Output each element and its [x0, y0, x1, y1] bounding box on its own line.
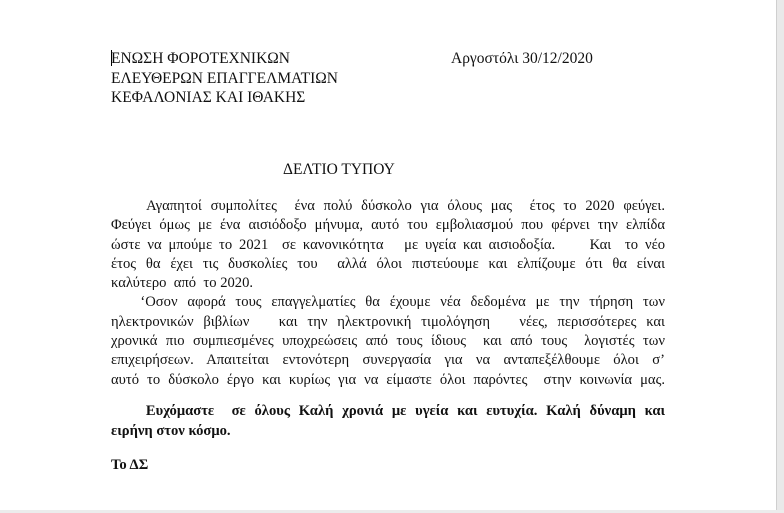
org-line-1: ΕΝΩΣΗ ΦΟΡΟΤΕΧΝΙΚΩΝ	[111, 50, 290, 67]
text-line: ειρήνη στον κόσμο.	[111, 423, 231, 439]
text-line: έτος θα έχει τις δυσκολίες του αλλά όλοι πιστεύουμε και ελπίζουμε ότι θα είναι	[111, 255, 665, 272]
text-line: Αγαπητοί συμπολίτες ένα πολύ δύσκολο για όλους μας έτος το 2020 φεύγει.	[111, 198, 665, 214]
org-line-3: ΚΕΦΑΛΟΝΙΑΣ ΚΑΙ ΙΘΑΚΗΣ	[111, 89, 306, 106]
document-body	[111, 197, 665, 390]
text-line: Ευχόμαστε σε όλους Καλή χρονιά με υγεία και ευτυχία. Καλή δύναμη και	[111, 403, 665, 419]
text-line: επιχειρήσεων. Απαιτείται εντονότερη συνεργασία για να ανταπεξέλθουμε όλοι σ’	[111, 352, 665, 369]
document-date: Αργοστόλι 30/12/2020	[451, 50, 593, 67]
org-line-2: ΕΛΕΥΘΕΡΩΝ ΕΠΑΓΓΕΛΜΑΤΙΩΝ	[111, 69, 338, 87]
paragraph-2	[111, 293, 665, 389]
document-title: ΔΕΛΤΙΟ ΤΥΠΟΥ	[283, 161, 395, 178]
text-line: Φεύγει όμως με ένα αισιόδοξο μήνυμα, αυτό του εμβολιασμού που φέρνει την ελπίδα	[111, 217, 665, 234]
text-line: χρονικά πιο συμπιεσμένες υποχρεώσεις από τους ίδιους και από τους λογιστές των	[111, 333, 665, 350]
signature: Το ΔΣ	[111, 457, 149, 473]
text-line: ώστε να μπούμε το 2021 σε κανονικότητα με υγεία και αισιοδοξία. Και το νέο	[111, 236, 665, 253]
text-line: ‘Οσον αφορά τους επαγγελματίες θα έχουμε νέα δεδομένα με την τήρηση των	[111, 294, 665, 311]
text-line: αυτό το δύσκολο έργο και κυρίως για να είμαστε όλοι παρόντες στην κοινωνία μας.	[111, 371, 665, 388]
paragraph-1	[111, 197, 665, 293]
closing-wishes	[111, 401, 665, 441]
text-line: καλύτερο από το 2020.	[111, 275, 254, 292]
text-line: ηλεκτρονικών βιβλίων και την ηλεκτρονική τιμολόγηση νέες, περισσότερες και	[111, 313, 665, 330]
page-edge-shadow	[776, 0, 784, 513]
organization-name	[111, 49, 338, 108]
